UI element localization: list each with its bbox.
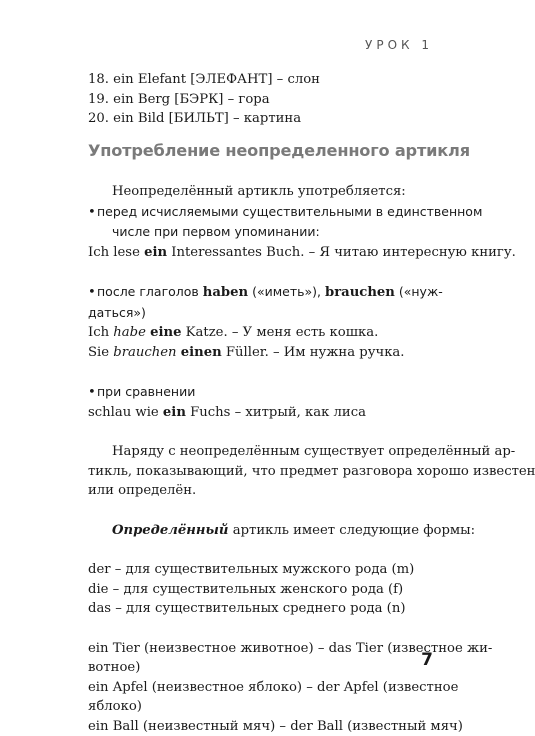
page-content <box>88 70 418 736</box>
article-form: das – для существительных среднего рода (n) <box>88 599 418 619</box>
example-line: ein Apfel (неизвестное яблоко) – der Apfel (известное <box>88 678 418 698</box>
example-sentence: Ich habe eine Katze. – У меня есть кошка. <box>88 323 418 343</box>
bullet-continuation: числе при первом упоминании: <box>88 222 418 243</box>
article-form: der – для существительных мужского рода (m) <box>88 560 418 580</box>
forms-intro: Определённый артикль имеет следующие формы: <box>88 521 418 541</box>
vocab-item: 20. ein Bild [БИЛЬТ] – картина <box>88 109 418 129</box>
bullet-item: •после глаголов haben («иметь»), brauchen («нуж- <box>88 282 418 303</box>
bullet-icon: • <box>88 283 97 303</box>
bullet-icon: • <box>88 383 97 403</box>
bullet-item: •при сравнении <box>88 382 418 403</box>
bullet-continuation: даться») <box>88 303 418 324</box>
bullet-item: •перед исчисляемыми существительными в единственном <box>88 202 418 223</box>
article-form: die – для существительных женского рода (f) <box>88 580 418 600</box>
paragraph-line: или определён. <box>88 481 418 501</box>
bullet-icon: • <box>88 203 97 223</box>
example-sentence: Ich lese ein Interessantes Buch. – Я читаю интересную книгу. <box>88 243 418 263</box>
example-line: яблоко) <box>88 697 418 717</box>
intro-text: Неопределённый артикль употребляется: <box>88 182 418 202</box>
section-title: Употребление неопределенного артикля <box>88 141 418 161</box>
example-sentence: Sie brauchen einen Füller. – Им нужна ручка. <box>88 343 418 363</box>
running-head: УРОК 1 <box>365 38 433 52</box>
vocab-item: 18. ein Elefant [ЭЛЕФАНТ] – слон <box>88 70 418 90</box>
paragraph-line: тикль, показывающий, что предмет разговора хорошо известен <box>88 462 418 482</box>
vocab-item: 19. ein Berg [БЭРК] – гора <box>88 90 418 110</box>
example-sentence: schlau wie ein Fuchs – хитрый, как лиса <box>88 403 418 423</box>
paragraph-line: Наряду с неопределённым существует определённый ар- <box>88 442 418 462</box>
example-line: ein Ball (неизвестный мяч) – der Ball (известный мяч) <box>88 717 418 736</box>
example-line: вотное) <box>88 658 418 678</box>
page-number: 7 <box>421 650 433 670</box>
example-line: ein Tier (неизвестное животное) – das Tier (известное жи- <box>88 639 418 659</box>
